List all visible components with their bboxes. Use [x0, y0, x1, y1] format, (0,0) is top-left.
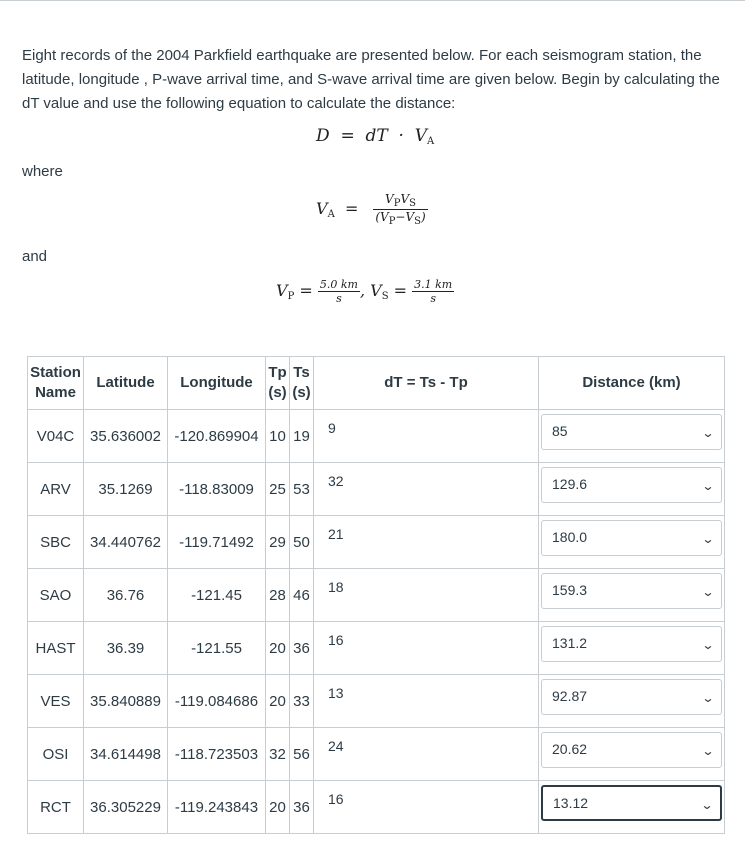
ts-cell: 36	[290, 781, 314, 834]
chevron-down-icon: ⌄	[701, 532, 715, 546]
intro-paragraph: Eight records of the 2004 Parkfield earthquake are presented below. For each seismogram station, the latitude, longitude , P-wave arrival time, and S-wave arrival time are given below. Begin by calculating the dT value and use the following equation to calculate the distance:	[22, 47, 720, 112]
chevron-down-icon: ⌄	[701, 638, 715, 652]
vp-unit: s	[336, 292, 342, 305]
longitude-cell: -118.83009	[168, 463, 266, 516]
distance-dropdown[interactable]	[541, 785, 722, 821]
distance-dropdown[interactable]	[541, 732, 722, 768]
header-distance: Distance (km)	[539, 357, 725, 410]
header-station: Station Name	[28, 357, 84, 410]
table-row	[28, 516, 725, 569]
va-equation: $V_A$ = $\frac{V_PV_S}{(V_P-V_S)}$	[316, 192, 426, 227]
distance-cell	[539, 622, 725, 675]
dt-value: 16	[328, 791, 344, 807]
dt-value: 24	[328, 738, 344, 754]
ts-cell: 56	[290, 728, 314, 781]
dt-cell	[314, 728, 539, 781]
tp-cell: 28	[266, 569, 290, 622]
table-row	[28, 728, 725, 781]
dt-cell	[314, 410, 539, 463]
tp-cell: 25	[266, 463, 290, 516]
distance-cell	[539, 675, 725, 728]
header-ts: Ts (s)	[290, 357, 314, 410]
longitude-cell: -119.71492	[168, 516, 266, 569]
distance-value: 13.12	[553, 795, 589, 811]
table-row	[28, 410, 725, 463]
table-row	[28, 569, 725, 622]
vs-value: 3.1 km	[414, 278, 453, 291]
latitude-cell: 36.305229	[84, 781, 168, 834]
longitude-cell: -121.45	[168, 569, 266, 622]
longitude-cell: -121.55	[168, 622, 266, 675]
top-divider	[0, 0, 745, 1]
distance-dropdown[interactable]	[541, 679, 722, 715]
header-tp: Tp (s)	[266, 357, 290, 410]
distance-value: 131.2	[552, 635, 588, 651]
where-label: where	[22, 163, 63, 180]
latitude-cell: 36.76	[84, 569, 168, 622]
chevron-down-icon: ⌄	[701, 585, 715, 599]
table-row	[28, 675, 725, 728]
distance-dropdown[interactable]	[541, 573, 722, 609]
table-row	[28, 781, 725, 834]
distance-value: 92.87	[552, 688, 588, 704]
dt-cell	[314, 622, 539, 675]
dt-cell	[314, 516, 539, 569]
longitude-cell: -118.723503	[168, 728, 266, 781]
distance-cell	[539, 728, 725, 781]
dt-cell	[314, 781, 539, 834]
vp-value: 5.0 km	[319, 278, 358, 291]
ts-cell: 50	[290, 516, 314, 569]
chevron-down-icon: ⌄	[701, 426, 715, 440]
dt-value: 13	[328, 685, 344, 701]
station-name: VES	[28, 675, 84, 728]
distance-value: 129.6	[552, 476, 588, 492]
header-dt: dT = Ts - Tp	[314, 357, 539, 410]
distance-cell	[539, 516, 725, 569]
longitude-cell: -119.243843	[168, 781, 266, 834]
distance-cell	[539, 569, 725, 622]
longitude-cell: -120.869904	[168, 410, 266, 463]
station-name: SAO	[28, 569, 84, 622]
tp-cell: 20	[266, 622, 290, 675]
and-label: and	[22, 248, 48, 265]
distance-dropdown[interactable]	[541, 414, 722, 450]
tp-cell: 10	[266, 410, 290, 463]
distance-dropdown[interactable]	[541, 520, 722, 556]
ts-cell: 53	[290, 463, 314, 516]
dt-value: 18	[328, 579, 344, 595]
chevron-down-icon: ⌄	[701, 744, 715, 758]
table-row	[28, 622, 725, 675]
latitude-cell: 36.39	[84, 622, 168, 675]
tp-cell: 20	[266, 781, 290, 834]
header-longitude: Longitude	[168, 357, 266, 410]
station-name: HAST	[28, 622, 84, 675]
dt-value: 21	[328, 526, 344, 542]
distance-cell	[539, 410, 725, 463]
dt-cell	[314, 675, 539, 728]
distance-dropdown[interactable]	[541, 467, 722, 503]
tp-cell: 32	[266, 728, 290, 781]
distance-dropdown[interactable]	[541, 626, 722, 662]
distance-value: 85	[552, 423, 568, 439]
vp-vs-equation: $V_P$ = $\frac{5.0 km}{s}$ , $V_S$ = $\frac{3.1 km}{s}$	[276, 278, 453, 305]
distance-value: 20.62	[552, 741, 588, 757]
dt-value: 9	[328, 420, 336, 436]
station-name: OSI	[28, 728, 84, 781]
table-row	[28, 463, 725, 516]
table-header-row	[28, 357, 725, 410]
header-latitude: Latitude	[84, 357, 168, 410]
ts-cell: 46	[290, 569, 314, 622]
distance-equation: D = dT · $V_A$	[316, 126, 435, 147]
dt-value: 32	[328, 473, 344, 489]
longitude-cell: -119.084686	[168, 675, 266, 728]
dt-cell	[314, 569, 539, 622]
ts-cell: 19	[290, 410, 314, 463]
latitude-cell: 35.1269	[84, 463, 168, 516]
dt-value: 16	[328, 632, 344, 648]
tp-cell: 29	[266, 516, 290, 569]
latitude-cell: 35.840889	[84, 675, 168, 728]
station-name: SBC	[28, 516, 84, 569]
distance-cell	[539, 463, 725, 516]
vs-unit: s	[430, 292, 437, 305]
distance-value: 180.0	[552, 529, 588, 545]
station-name: RCT	[28, 781, 84, 834]
chevron-down-icon: ⌄	[701, 479, 715, 493]
chevron-down-icon: ⌄	[701, 691, 715, 705]
distance-cell	[539, 781, 725, 834]
tp-cell: 20	[266, 675, 290, 728]
ts-cell: 33	[290, 675, 314, 728]
chevron-down-icon: ⌄	[700, 798, 714, 812]
latitude-cell: 34.440762	[84, 516, 168, 569]
station-name: V04C	[28, 410, 84, 463]
station-table	[27, 356, 725, 834]
dt-cell	[314, 463, 539, 516]
latitude-cell: 35.636002	[84, 410, 168, 463]
distance-value: 159.3	[552, 582, 588, 598]
table-body	[28, 410, 725, 834]
ts-cell: 36	[290, 622, 314, 675]
station-name: ARV	[28, 463, 84, 516]
latitude-cell: 34.614498	[84, 728, 168, 781]
